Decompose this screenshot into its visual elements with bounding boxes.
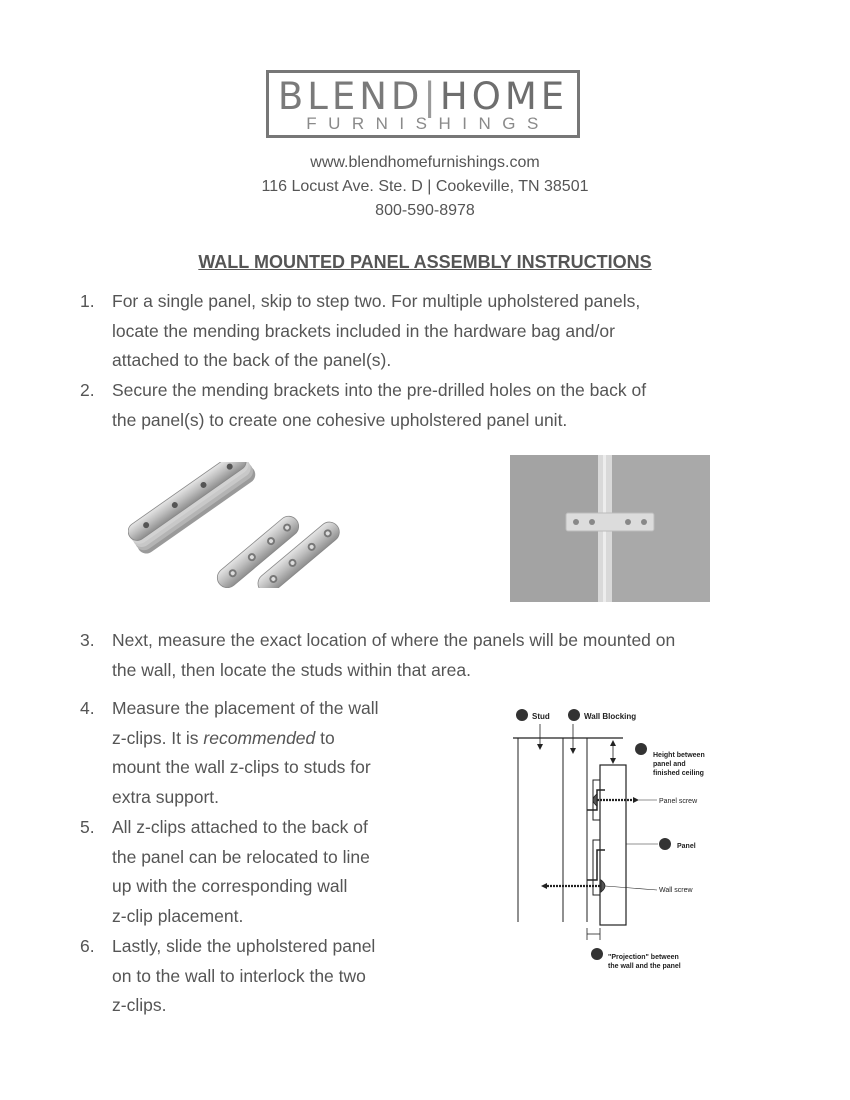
step-number: 2. xyxy=(80,380,95,400)
label-wall-screw: Wall screw xyxy=(659,887,693,894)
step-line xyxy=(112,724,379,754)
step-line: the panel can be relocated to line xyxy=(112,846,370,867)
page-title: WALL MOUNTED PANEL ASSEMBLY INSTRUCTIONS xyxy=(198,252,652,272)
step-5 xyxy=(80,813,440,933)
step-3 xyxy=(80,626,780,686)
logo-furnishings: FURNISHINGS xyxy=(306,114,550,133)
emphasis-recommended: recommended xyxy=(203,727,316,748)
step-1 xyxy=(80,287,780,377)
z-clip-diagram xyxy=(505,700,735,980)
step-number: 1. xyxy=(80,291,95,311)
step-6 xyxy=(80,932,440,1022)
step-line: extra support. xyxy=(112,786,219,807)
step-2 xyxy=(80,376,780,436)
label-height-3: finished ceiling xyxy=(653,770,704,777)
label-height-1: Height between xyxy=(653,752,705,759)
step-line: z-clips. xyxy=(112,995,167,1015)
height-marker-icon xyxy=(635,743,647,755)
label-height-2: panel and xyxy=(653,761,686,768)
step-line: mount the wall z-clips to studs for xyxy=(112,757,371,777)
step-line: up with the corresponding wall xyxy=(112,876,348,896)
step-text xyxy=(112,626,675,685)
logo-home: HOME xyxy=(439,75,569,118)
step-text xyxy=(112,932,375,1021)
logo-blend: BLEND xyxy=(277,75,424,118)
step-text xyxy=(112,813,370,931)
step-line: the wall, then locate the studs within that area. xyxy=(112,659,471,680)
step-line: Next, measure the exact location of where the panels will be mounted on xyxy=(112,630,676,650)
step-line: locate the mending brackets included in the hardware bag and/or xyxy=(112,320,615,341)
step-line: z-clip placement. xyxy=(112,905,244,926)
step-line: Lastly, slide the upholstered panel xyxy=(112,936,376,956)
logo-wordmark xyxy=(269,77,577,117)
step-line: All z-clips attached to the back of xyxy=(112,817,368,837)
projection-marker-icon xyxy=(591,948,603,960)
wall-blocking-marker-icon xyxy=(568,709,580,721)
stud-marker-icon xyxy=(516,709,528,721)
label-panel-screw: Panel screw xyxy=(659,798,698,805)
step-4 xyxy=(80,694,440,814)
step-number: 5. xyxy=(80,817,95,837)
step-line-part: to xyxy=(315,727,335,748)
step-number: 4. xyxy=(80,698,95,718)
step-line: Measure the placement of the wall xyxy=(112,698,379,718)
panel-marker-icon xyxy=(659,838,671,850)
step-line: the panel(s) to create one cohesive upholstered panel unit. xyxy=(112,409,568,430)
bracket-installed-photo xyxy=(510,455,710,602)
company-logo xyxy=(266,70,580,138)
step-line: Secure the mending brackets into the pre-drilled holes on the back of xyxy=(112,380,647,400)
phone-number: 800-590-8978 xyxy=(375,202,475,219)
label-projection-2: the wall and the panel xyxy=(608,963,681,970)
step-line-part: z-clips. It is xyxy=(112,727,204,748)
step-number: 6. xyxy=(80,936,95,956)
website-link[interactable]: www.blendhomefurnishings.com xyxy=(310,154,540,171)
label-projection-1: "Projection" between xyxy=(608,954,679,961)
label-stud: Stud xyxy=(532,712,550,721)
step-line: on to the wall to interlock the two xyxy=(112,965,366,986)
step-line: For a single panel, skip to step two. For multiple upholstered panels, xyxy=(112,291,641,311)
step-text xyxy=(112,376,646,435)
label-wall-blocking: Wall Blocking xyxy=(584,712,637,721)
step-text xyxy=(112,287,640,376)
address-text: 116 Locust Ave. Ste. D | Cookeville, TN 38501 xyxy=(261,178,589,195)
logo-separator: | xyxy=(423,75,440,118)
step-text xyxy=(112,694,379,812)
step-number: 3. xyxy=(80,630,95,650)
mending-brackets-photo xyxy=(128,462,344,588)
label-panel: Panel xyxy=(677,843,696,850)
step-line: attached to the back of the panel(s). xyxy=(112,350,392,370)
